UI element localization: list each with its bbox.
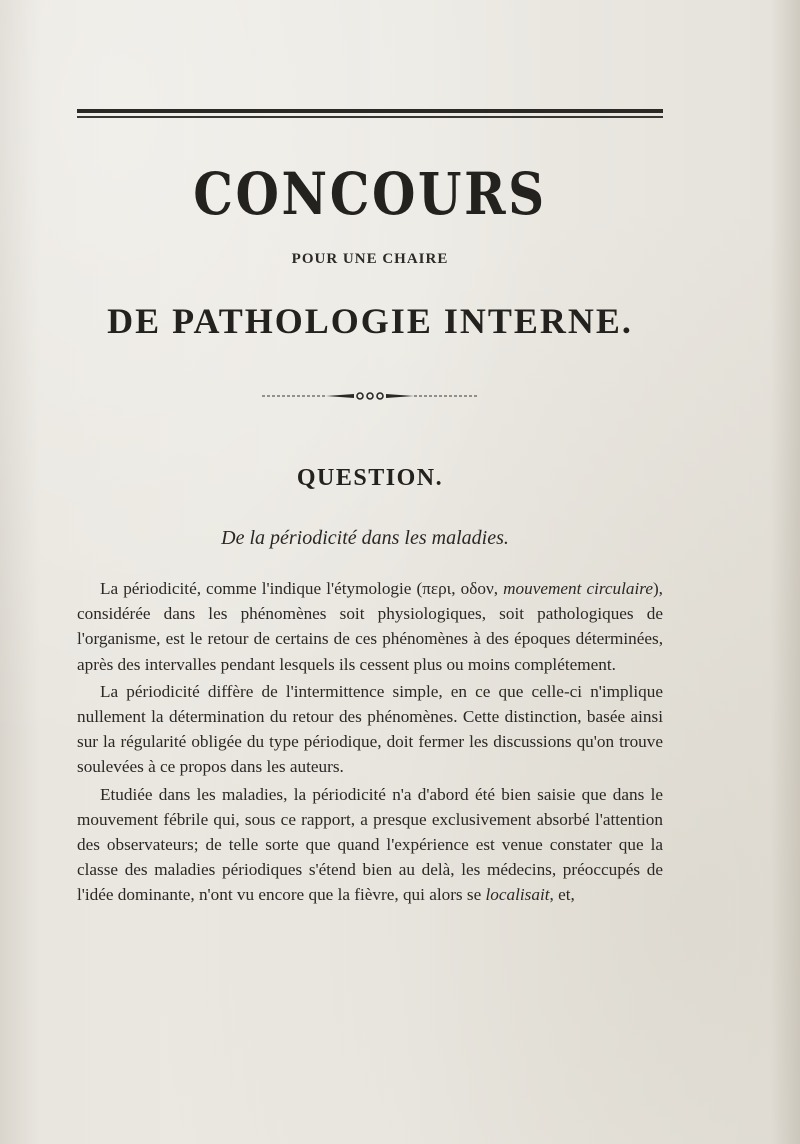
question-heading: QUESTION. xyxy=(296,465,444,491)
body-text xyxy=(77,576,663,910)
paragraph-emphasis: mouvement circulaire xyxy=(503,579,653,598)
paragraph-text: La périodicité diffère de l'intermittence simple, en ce que celle-ci n'implique nullement la détermination du retour des phénomènes. Cette distinction, basée ainsi sur la régularité obligée du type périodique, doit fermer les discussions qu'on trouve soulevées à ce propos dans les auteurs. xyxy=(77,681,663,777)
paragraph xyxy=(77,576,663,677)
page-title: CONCOURS xyxy=(193,160,547,228)
paragraph-text: , et, xyxy=(549,885,575,905)
chair-heading: DE PATHOLOGIE INTERNE. xyxy=(107,301,633,341)
ornament-divider-icon xyxy=(262,388,478,404)
paragraph xyxy=(77,679,663,780)
paragraph-text: ), considérée dans les phénomènes soit physiologiques, soit pathologiques de l'organisme, est le retour de certains de ces phénomènes à des époques déterminées, après des intervalles pendant lesquels ils cessent plus ou moins complétement. xyxy=(77,579,663,674)
paragraph xyxy=(77,782,663,908)
paragraph-text: Etudiée dans les maladies, la périodicité n'a d'abord été bien saisie que dans le mouvement fébrile qui, sous ce rapport, a presque exclusivement absorbé l'attention des observateurs; de telle sorte que quand l'expérience est venue constater que la classe des maladies périodiques s'étend bien au delà, les médecins, préoccupés de l'idée dominante, n'ont vu encore que la fièvre, qui alors se xyxy=(77,784,663,905)
paragraph-emphasis: localisait xyxy=(485,885,550,905)
page-subtitle: POUR UNE CHAIRE xyxy=(291,251,449,267)
paragraph-text: La périodicité, comme l'indique l'étymologie (περι, οδον, xyxy=(100,579,504,598)
thick-rule xyxy=(77,109,663,113)
question-topic: De la périodicité dans les maladies. xyxy=(221,527,509,549)
thin-rule xyxy=(77,116,663,118)
double-rule-divider xyxy=(77,109,663,119)
